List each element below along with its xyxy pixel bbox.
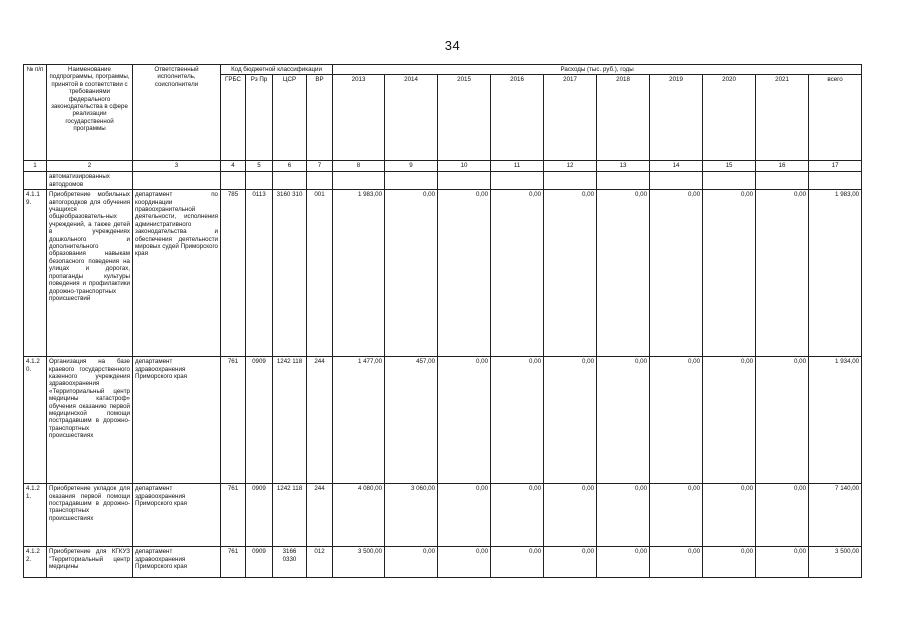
row-value-2018: 0,00 [597, 547, 650, 578]
column-number: 2 [47, 161, 133, 172]
row-value-2014: 0,00 [385, 547, 438, 578]
table-cell [24, 172, 47, 190]
column-number: 9 [385, 161, 438, 172]
row-executor: департамент здравоохранения Приморского края [133, 357, 221, 484]
row-value-2013: 4 080,00 [333, 484, 385, 547]
header-executor: Ответственный исполнитель, соисполнители [133, 65, 221, 161]
row-value-total: 3 500,00 [809, 547, 862, 578]
row-value-2015: 0,00 [438, 484, 491, 547]
table-cell [385, 172, 438, 190]
column-number: 17 [809, 161, 862, 172]
table-cell [307, 172, 333, 190]
table-row [24, 484, 862, 547]
row-number: 4.1.1 9. [24, 190, 47, 357]
row-value-2015: 0,00 [438, 547, 491, 578]
row-csr: 1242 118 [273, 357, 307, 484]
header-year-2017: 2017 [544, 75, 597, 161]
column-number: 3 [133, 161, 221, 172]
column-number: 5 [246, 161, 273, 172]
header-total: всего [809, 75, 862, 161]
header-grbs: ГРБС [221, 75, 246, 161]
row-grbs: 761 [221, 547, 246, 578]
table-row [24, 547, 862, 578]
column-number: 11 [491, 161, 544, 172]
row-value-total: 7 140,00 [809, 484, 862, 547]
row-value-2017: 0,00 [544, 547, 597, 578]
row-value-2021: 0,00 [756, 190, 809, 357]
row-value-2013: 3 500,00 [333, 547, 385, 578]
row-vr: 012 [307, 547, 333, 578]
row-value-2020: 0,00 [703, 547, 756, 578]
row-value-2016: 0,00 [491, 190, 544, 357]
header-year-2014: 2014 [385, 75, 438, 161]
header-year-2019: 2019 [650, 75, 703, 161]
header-year-2015: 2015 [438, 75, 491, 161]
header-no: № п/п [24, 65, 47, 161]
table-cell [491, 172, 544, 190]
row-grbs: 761 [221, 357, 246, 484]
header-rzpr: Рз Пр [246, 75, 273, 161]
row-number: 4.1.2 0. [24, 357, 47, 484]
row-value-total: 1 934,00 [809, 357, 862, 484]
row-value-2021: 0,00 [756, 547, 809, 578]
row-name: Организация на базе краевого государственного казенного учреждения здравоохранения «Территориальный центр медицины катастроф» обучения оказанию первой медицинской помощи пострадавшим в дорожно-транспортных происшествиях [47, 357, 133, 484]
column-number: 4 [221, 161, 246, 172]
column-number: 7 [307, 161, 333, 172]
row-number: 4.1.2 2. [24, 547, 47, 578]
table-cell [544, 172, 597, 190]
table-row [24, 357, 862, 484]
row-value-2020: 0,00 [703, 484, 756, 547]
row-value-2015: 0,00 [438, 190, 491, 357]
header-csr: ЦСР [273, 75, 307, 161]
column-number: 13 [597, 161, 650, 172]
table-cell [246, 172, 273, 190]
row-rzpr: 0113 [246, 190, 273, 357]
row-value-2016: 0,00 [491, 484, 544, 547]
row-name: Приобретение укладок для оказания первой помощи пострадавшим в дорожно-транспортных происшествиях [47, 484, 133, 547]
table-cell [703, 172, 756, 190]
row-value-2021: 0,00 [756, 484, 809, 547]
row-csr: 3160 310 [273, 190, 307, 357]
column-number: 8 [333, 161, 385, 172]
row-value-2013: 1 477,00 [333, 357, 385, 484]
row-value-2015: 0,00 [438, 357, 491, 484]
row-vr: 244 [307, 357, 333, 484]
page-number: 34 [444, 38, 461, 53]
row-value-2018: 0,00 [597, 484, 650, 547]
row-vr: 244 [307, 484, 333, 547]
column-number: 6 [273, 161, 307, 172]
table-cell [650, 172, 703, 190]
header-budget-code: Код бюджетной классификации [221, 65, 333, 75]
row-value-2014: 457,00 [385, 357, 438, 484]
table-cell [438, 172, 491, 190]
row-csr: 3166 0330 [273, 547, 307, 578]
row-value-2021: 0,00 [756, 357, 809, 484]
row-csr: 1242 118 [273, 484, 307, 547]
continuation-text: автоматизированных автодромов [47, 172, 133, 190]
row-executor: департамент здравоохранения Приморского края [133, 547, 221, 578]
table-cell [133, 172, 221, 190]
row-value-2016: 0,00 [491, 547, 544, 578]
row-rzpr: 0909 [246, 357, 273, 484]
table-row [24, 190, 862, 357]
header-row-1 [24, 65, 862, 75]
column-number: 14 [650, 161, 703, 172]
continuation-row [24, 172, 862, 190]
row-value-2019: 0,00 [650, 484, 703, 547]
row-value-2014: 0,00 [385, 190, 438, 357]
header-year-2016: 2016 [491, 75, 544, 161]
column-number: 1 [24, 161, 47, 172]
table-cell [273, 172, 307, 190]
column-number: 12 [544, 161, 597, 172]
row-grbs: 761 [221, 484, 246, 547]
row-value-2018: 0,00 [597, 357, 650, 484]
header-expenses: Расходы (тыс. руб.), годы [333, 65, 862, 75]
table-cell [221, 172, 246, 190]
row-vr: 001 [307, 190, 333, 357]
row-value-total: 1 983,00 [809, 190, 862, 357]
row-rzpr: 0909 [246, 547, 273, 578]
row-value-2016: 0,00 [491, 357, 544, 484]
column-number: 16 [756, 161, 809, 172]
row-value-2019: 0,00 [650, 190, 703, 357]
header-name: Наименование подпрограммы, программы, принятой в соответствии с требованиями федерального законодательства в сфере реализации государственной программы [47, 65, 133, 161]
row-name: Приобретение для КГКУЗ "Территориальный центр медицины [47, 547, 133, 578]
column-number: 15 [703, 161, 756, 172]
row-value-2019: 0,00 [650, 357, 703, 484]
header-year-2020: 2020 [703, 75, 756, 161]
budget-table [23, 64, 862, 578]
column-number: 10 [438, 161, 491, 172]
header-vr: ВР [307, 75, 333, 161]
column-number-row [24, 161, 862, 172]
row-value-2014: 3 060,00 [385, 484, 438, 547]
row-executor: департамент по координации правоохранительной деятельности, исполнения административного законодательства и обеспечения деятельности мировых судей Приморского края [133, 190, 221, 357]
row-number: 4.1.2 1. [24, 484, 47, 547]
table-cell [756, 172, 809, 190]
row-value-2013: 1 983,00 [333, 190, 385, 357]
row-executor: департамент здравоохранения Приморского края [133, 484, 221, 547]
row-value-2019: 0,00 [650, 547, 703, 578]
header-year-2013: 2013 [333, 75, 385, 161]
row-value-2017: 0,00 [544, 357, 597, 484]
table-cell [597, 172, 650, 190]
row-grbs: 785 [221, 190, 246, 357]
row-value-2020: 0,00 [703, 357, 756, 484]
header-year-2018: 2018 [597, 75, 650, 161]
row-name: Приобретение мобильных автогородков для обучения учащихся общеобразователь-ных учреждений, а также детей в учреждениях дошкольного и дополнительного образования навыкам безопасного поведения на улицах и дорогах, пропаганды культуры поведения и профилактики дорожно-транспортных происшествий [47, 190, 133, 357]
row-value-2017: 0,00 [544, 484, 597, 547]
row-value-2020: 0,00 [703, 190, 756, 357]
row-value-2018: 0,00 [597, 190, 650, 357]
row-rzpr: 0909 [246, 484, 273, 547]
table-cell [809, 172, 862, 190]
row-value-2017: 0,00 [544, 190, 597, 357]
table-cell [333, 172, 385, 190]
header-year-2021: 2021 [756, 75, 809, 161]
